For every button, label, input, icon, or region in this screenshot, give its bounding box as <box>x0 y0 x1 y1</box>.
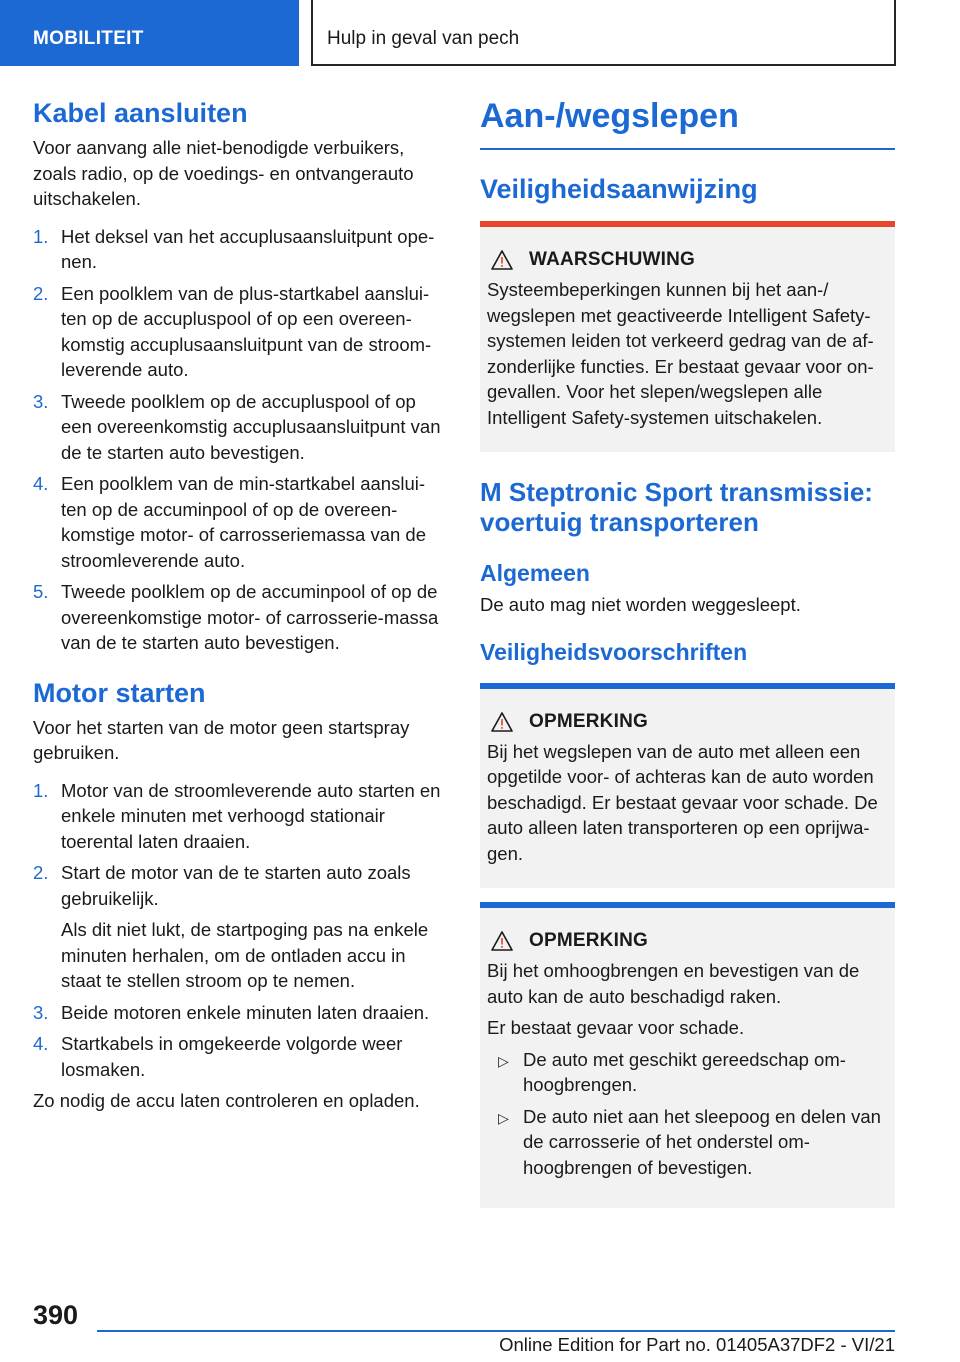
motor-steps <box>33 778 447 1083</box>
motor-intro: Voor het starten van de motor geen startspray gebruiken. <box>33 716 410 764</box>
list-item: 2. Een poolklem van de plus-startkabel aanslui-ten op de accupluspool of op een overeen-komstig accuplusaansluitpunt van de stroom-leverende auto. <box>33 282 432 381</box>
heading-divider <box>480 148 895 150</box>
right-column <box>480 98 895 1208</box>
note-text: Er bestaat gevaar voor schade. <box>487 1017 745 1039</box>
triangle-bullet-icon: ▷ <box>498 1109 509 1126</box>
list-item: ▷ De auto met geschikt gereedschap om-hoogbrengen. <box>498 1048 846 1096</box>
heading-veiligheidsaanwijzing: Veiligheidsaanwijzing <box>480 174 758 205</box>
list-item: 5. Tweede poolklem op de accuminpool of op de overeenkomstige motor- of carrosserie-massa van de te starten auto bevestigen. <box>33 581 439 654</box>
left-column <box>33 98 447 1114</box>
kabel-steps <box>33 224 447 656</box>
note-text: Bij het omhoogbrengen en bevestigen van de auto kan de auto beschadigd raken. <box>487 960 860 1007</box>
warning-callout <box>480 221 895 452</box>
list-item: ▷ De auto niet aan het sleepoog en delen van de carrosserie of het onderstel om-hoogbrengen of bevestigen. <box>498 1105 881 1178</box>
list-item: 1. Het deksel van het accuplusaansluitpunt ope-nen. <box>33 225 435 273</box>
list-item: 3. Beide motoren enkele minuten laten draaien. <box>33 1001 430 1023</box>
warning-title: WAARSCHUWING <box>487 249 887 271</box>
footer-divider <box>97 1330 895 1332</box>
heading-steptronic: M Steptronic Sport transmissie: voertuig transporteren <box>480 477 873 538</box>
edition-text: Online Edition for Part no. 01405A37DF2 - VI/21 <box>499 1334 895 1355</box>
warning-triangle-icon <box>491 712 513 732</box>
heading-aan-wegslepen: Aan-/wegslepen <box>480 97 739 135</box>
chapter-title: Hulp in geval van pech <box>311 0 896 66</box>
list-item: 2. Start de motor van de te starten auto zoals gebruikelijk. Als dit niet lukt, de startpoging pas na enkele minuten herhalen, om de ontladen accu in staat te stellen stroom op te nemen. <box>33 862 429 992</box>
section-tab: MOBILITEIT <box>0 0 299 66</box>
kabel-intro: Voor aanvang alle niet-benodigde verbuikers, zoals radio, op de voedings- en ontvangerauto uitschakelen. <box>33 137 414 210</box>
list-item: 4. Een poolklem van de min-startkabel aanslui-ten op de accuminpool of op de overeen-komstige motor- of carrosseriemassa van de stroomleverende auto. <box>33 473 426 571</box>
page-number: 390 <box>33 1300 79 1330</box>
warning-text: Systeembeperkingen kunnen bij het aan-/ wegslepen met geactiveerde Intelligent Safety-systemen leiden tot verkeerd gedrag van de af-zonderlijke functies. Er bestaat gevaar voor on-gevallen. Voor het slepen/wegslepen alle Intelligent Safety-systemen uitschakelen. <box>487 279 874 428</box>
warning-triangle-icon <box>491 931 513 951</box>
triangle-bullet-icon: ▷ <box>498 1052 509 1069</box>
heading-veiligheidsvoorschriften: Veiligheidsvoorschriften <box>480 639 748 666</box>
note-title: OPMERKING <box>487 930 887 952</box>
note-title: OPMERKING <box>487 711 887 733</box>
note-text: Bij het wegslepen van de auto met alleen een opgetilde voor- of achteras kan de auto worden beschadigd. Er bestaat gevaar voor schade. De auto alleen laten transporteren op een oprijwa-gen. <box>487 740 878 864</box>
warning-triangle-icon <box>491 250 513 270</box>
motor-outro: Zo nodig de accu laten controleren en opladen. <box>33 1090 420 1112</box>
heading-algemeen: Algemeen <box>480 560 590 587</box>
note-callout-2 <box>480 902 895 1208</box>
list-item: 1. Motor van de stroomleverende auto starten en enkele minuten met verhoogd stationair toerental laten draaien. <box>33 779 441 852</box>
heading-kabel-aansluiten: Kabel aansluiten <box>33 98 248 128</box>
heading-motor-starten: Motor starten <box>33 677 206 708</box>
list-item: 4. Startkabels in omgekeerde volgorde weer losmaken. <box>33 1033 403 1080</box>
page-header <box>0 0 960 66</box>
note-callout-1 <box>480 683 895 889</box>
algemeen-text: De auto mag niet worden weggesleept. <box>480 593 801 615</box>
note-bullets <box>487 1047 887 1181</box>
list-item: 3. Tweede poolklem op de accupluspool of op een overeenkomstig accuplusaansluitpunt van de te starten auto bevestigen. <box>33 390 441 463</box>
